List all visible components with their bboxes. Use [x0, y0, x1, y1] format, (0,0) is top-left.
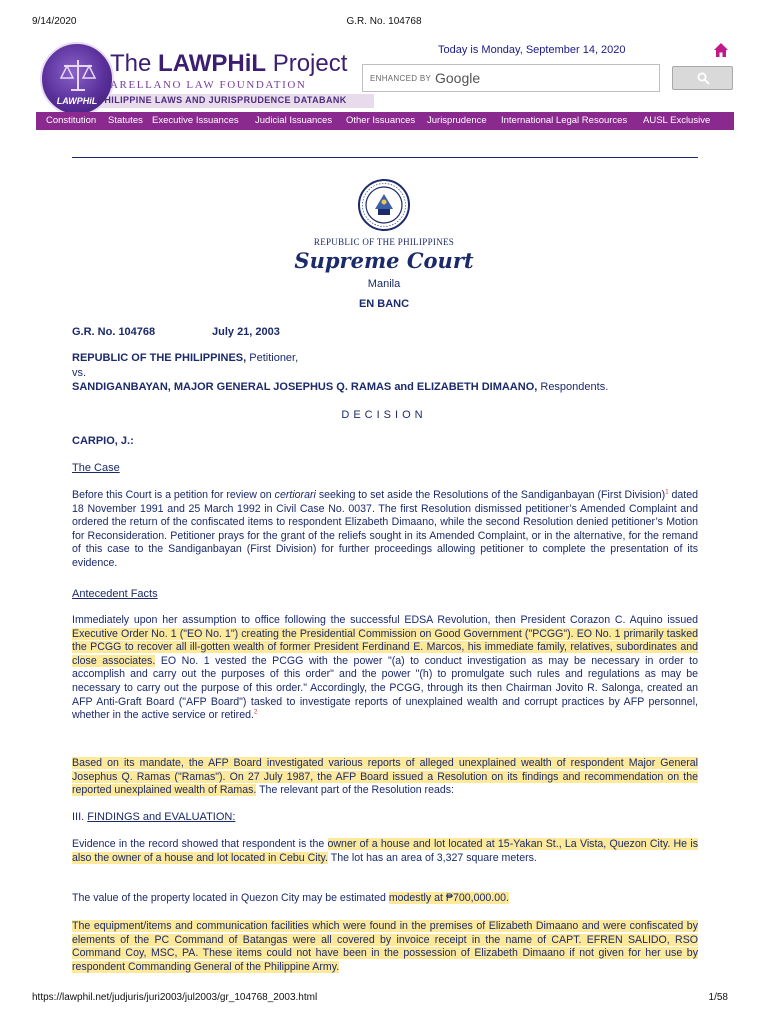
- case-number-line: [72, 326, 280, 338]
- footnote-1-link[interactable]: 1: [665, 489, 669, 496]
- petitioner-role: Petitioner,: [246, 352, 299, 364]
- nav-judicial-issuances[interactable]: Judicial Issuances: [255, 115, 333, 126]
- decision-date: July 21, 2003: [212, 326, 280, 338]
- print-title: G.R. No. 104768: [346, 16, 422, 27]
- petitioner-name: REPUBLIC OF THE PHILIPPINES,: [72, 352, 247, 364]
- search-icon: [697, 72, 710, 85]
- paragraph-3: Based on its mandate, the AFP Board investigated various reports of alleged unexplained wealth of respondent Major General Josephus Q. Ramas ("Ramas"). On 27 July 1987, the AFP Board issued a Resolution on its findings and recommendation on the reported unexplained wealth of Ramas. The relevant part of the Resolution reads:: [72, 757, 698, 797]
- nav-statutes[interactable]: Statutes: [108, 115, 143, 126]
- nav-other-issuances[interactable]: Other Issuances: [346, 115, 416, 126]
- respondents-role: Respondents.: [537, 381, 609, 393]
- site-title-suffix: Project: [266, 50, 348, 77]
- paragraph-2: Immediately upon her assumption to office following the successful EDSA Revolution, then President Corazon C. Aquino issued Executive Order No. 1 ("EO No. 1") creating the Presidential Commission on Good Government ("PCGG"). EO No. 1 primarily tasked the PCGG to recover all ill-gotten wealth of former President Ferdinand E. Marcos, his immediate family, relatives, subordinates and close associates. EO No. 1 vested the PCGG with the power "(a) to conduct investigation as may be necessary in order to accomplish and carry out the purposes of this order" and the power "(h) to promulgate such rules and regulations as may be necessary to carry out the purpose of this order." Accordingly, the PCGG, through its then Chairman Jovito R. Salonga, created an AFP Anti-Graft Board ("AFP Board") tasked to investigate reports of unexplained wealth and corrupt practices by AFP personnel, whether in the active service or retired.$^2$: [72, 614, 698, 722]
- ponente: CARPIO, J.:: [72, 435, 134, 447]
- highlight-value: modestly at ₱700,000.00.: [388, 892, 509, 904]
- supreme-court-seal-icon: [357, 178, 411, 232]
- paragraph-1: Before this Court is a petition for review on certiorari seeking to set aside the Resolutions of the Sandiganbayan (First Division)$^1$ dated 18 November 1991 and 25 March 1992 in Civil Case No. 0037. The first Resolution dismissed petitioner’s Amended Complaint and ordered the return of the confiscated items to respondent Elizabeth Dimaano, while the second Resolution denied petitioner’s Motion for Reconsideration. Petitioner prays for the grant of the reliefs sought in its Amended Complaint, or in the alternative, for the remand of this case to the Sandiganbayan (First Division) for further proceedings allowing petitioner to complete the presentation of its evidence.: [72, 489, 698, 569]
- scales-of-justice-icon: [58, 56, 98, 96]
- paragraph-5: The value of the property located in Quezon City may be estimated modestly at ₱700,000.00.: [72, 892, 509, 904]
- decision-label: DECISION: [341, 409, 427, 421]
- site-databank: PHILIPPINE LAWS AND JURISPRUDENCE DATABANK: [98, 95, 347, 105]
- site-title[interactable]: [110, 50, 347, 78]
- highlight-afp-board: Based on its mandate, the AFP Board investigated various reports of alleged unexplained wealth of respondent Major General Josephus Q. Ramas ("Ramas"). On 27 July 1987, the AFP Board issued a Resolution on its findings and recommendation on the reported unexplained wealth of Ramas.: [72, 757, 698, 797]
- site-subtitle: ARELLANO LAW FOUNDATION: [110, 79, 307, 91]
- home-icon[interactable]: [713, 42, 729, 58]
- court-heading: Supreme Court: [294, 248, 474, 273]
- search-input[interactable]: [362, 64, 660, 92]
- respondents-name: SANDIGANBAYAN, MAJOR GENERAL JOSEPHUS Q. RAMAS and ELIZABETH DIMAANO,: [72, 381, 538, 393]
- nav-ausl-exclusive[interactable]: AUSL Exclusive: [643, 115, 711, 126]
- respondents-line: [72, 381, 608, 393]
- search-button[interactable]: [672, 66, 733, 90]
- logo-word: LAWPHiL: [56, 96, 98, 106]
- paragraph-6: [72, 920, 698, 974]
- search-google-label: Google: [435, 70, 481, 86]
- nav-constitution[interactable]: Constitution: [46, 115, 97, 126]
- division-heading: EN BANC: [358, 298, 410, 310]
- gr-number: G.R. No. 104768: [72, 326, 156, 338]
- site-title-bold: LAWPHiL: [158, 50, 267, 77]
- footnote-2-link[interactable]: 2: [253, 709, 258, 716]
- highlight-equipment: The equipment/items and communication facilities which were found in the premises of Elizabeth Dimaano and were confiscated by elements of the PC Command of Batangas were all covered by invoice receipt in the name of CAPT. EFREN SALIDO, RSO Command Coy, MSC, PA. These items could not have been in the possession of Elizabeth Dimaano if not given for her use by respondent Commanding General of the Philippine Army.: [72, 920, 698, 973]
- nav-jurisprudence[interactable]: Jurisprudence: [427, 115, 487, 126]
- city-heading: Manila: [367, 278, 401, 290]
- republic-heading: REPUBLIC OF THE PHILIPPINES: [313, 237, 455, 247]
- search-enhanced-label: ENHANCED BY: [370, 74, 432, 83]
- paragraph-4: Evidence in the record showed that respondent is the owner of a house and lot located at 15-Yakan St., La Vista, Quezon City. He is also the owner of a house and lot located in Cebu City. The lot has an area of 3,327 square meters.: [72, 838, 698, 864]
- heading-the-case[interactable]: The Case: [72, 462, 120, 474]
- header-rule: [72, 157, 698, 158]
- print-page-number: 1/58: [708, 992, 728, 1003]
- print-url: https://lawphil.net/judjuris/juri2003/jul2003/gr_104768_2003.html: [32, 992, 318, 1003]
- print-header: [0, 16, 768, 32]
- petitioner-line: [72, 352, 298, 364]
- vs-line: vs.: [72, 367, 87, 379]
- nav-executive-issuances[interactable]: Executive Issuances: [152, 115, 239, 126]
- site-title-prefix: The: [110, 50, 159, 77]
- main-nav: [36, 112, 734, 130]
- today-date: Today is Monday, September 14, 2020: [438, 44, 626, 56]
- highlight-eo1: Executive Order No. 1 ("EO No. 1") creating the Presidential Commission on Good Government ("PCGG"). EO No. 1 primarily tasked the PCGG to recover all ill-gotten wealth of former President Ferdinand E. Marcos, his immediate family, relatives, subordinates and close associates.: [72, 627, 698, 667]
- heading-findings[interactable]: III. FINDINGS and EVALUATION:: [72, 811, 236, 823]
- print-footer: [0, 992, 768, 1008]
- highlight-house-lot: owner of a house and lot located at 15-Yakan St., La Vista, Quezon City. He is also the owner of a house and lot located in Cebu City.: [72, 838, 698, 864]
- print-date: 9/14/2020: [32, 16, 77, 27]
- heading-antecedent-facts[interactable]: Antecedent Facts: [72, 588, 158, 600]
- nav-international-legal-resources[interactable]: International Legal Resources: [501, 115, 628, 126]
